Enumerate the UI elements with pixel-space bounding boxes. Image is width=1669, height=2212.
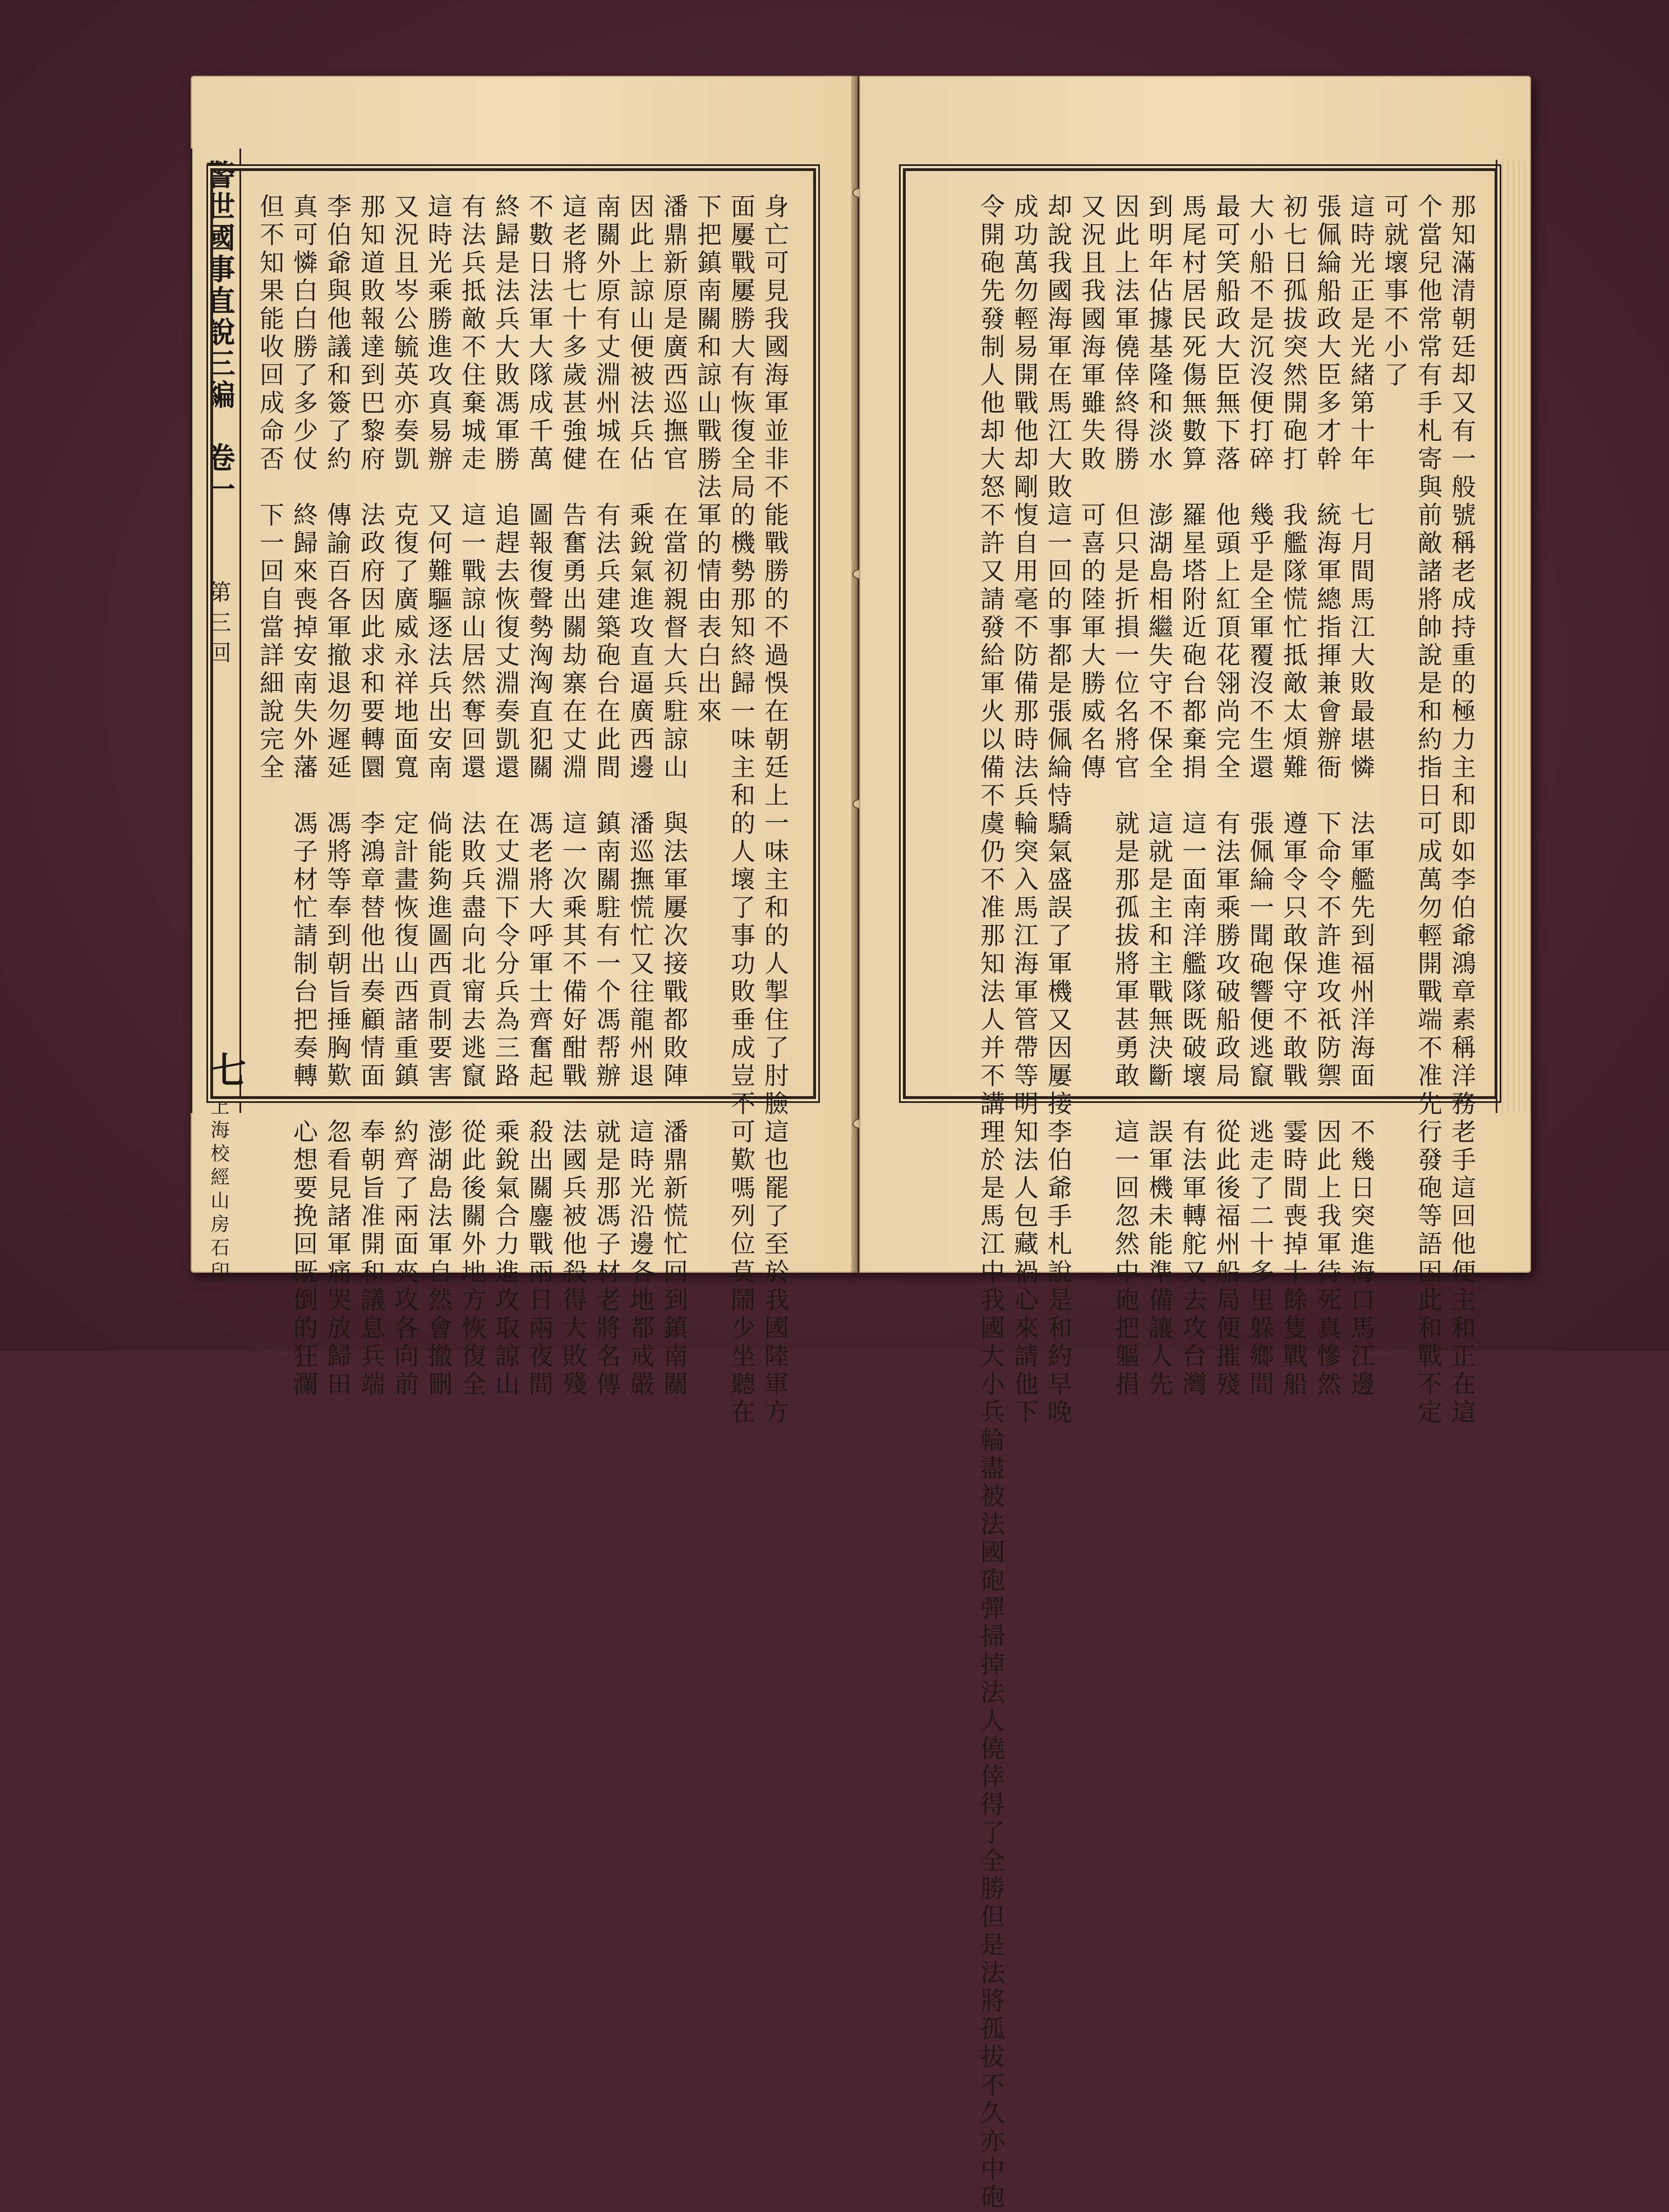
text-column-block xyxy=(255,193,791,1427)
text-column: 大小船不是沉沒便打碎 幾乎是全軍覆沒不生還 張佩綸一聞砲響便逃竄 逃走了二十多里躲鄉間 xyxy=(1245,193,1274,1399)
text-column: 身亡可見我國海軍並非不能戰勝的不過悞在朝廷上一味主和的人掣住了肘臉這也罷了至於我國陸軍方 xyxy=(760,193,789,1427)
text-column: 又況且岑公毓英亦奏凱 克復了廣威永祥地面寬 定計畫恢復山西諸重鎮 約齊了兩面夾攻各向前 xyxy=(390,193,418,1399)
text-column: 那知道敗報達到巴黎府 法政府因此求和要轉圜 李鴻章替他出奏顧情面 奉朝旨准開和議息兵端 xyxy=(356,193,385,1399)
page-number: 七 xyxy=(204,1051,246,1087)
text-column: 又況且我國海軍雖失敗 可喜的陸軍大勝威名傳 xyxy=(1077,193,1105,782)
text-column: 李伯爺與他議和簽了約 傳諭百各軍撤退勿遲延 馮將等奉到朝旨捶胸歎 忽看見諸軍痛哭放歸田 xyxy=(322,193,351,1399)
text-column-block xyxy=(923,193,1478,2212)
text-column: 這時光正是光緒第十年 七月間馬江大敗最堪憐 法軍艦先到福州洋海面 不幾日突進海口馬江邊 xyxy=(1346,193,1375,1399)
right-page xyxy=(859,76,1531,2212)
text-column: 初七日孤拔突然開砲打 我艦隊慌忙抵敵太煩難 遵軍令只敢保守不敢戰 霎時間喪掉十餘隻戰船 xyxy=(1279,193,1307,1399)
left-page xyxy=(191,76,858,1427)
text-column: 因此上法軍僥倖終得勝 但只是折損一位名將官 就是那孤拔將軍甚勇敢 這一回忽然中砲把軀捐 xyxy=(1110,193,1139,1399)
publisher-imprint: 上海校經山房石印 xyxy=(207,1096,229,1285)
text-column: 有法兵抵敵不住棄城走 這一戰諒山居然奪回還 法敗兵盡向北甯去逃竄 從此後關外地方恢復全 xyxy=(457,193,486,1399)
book-title: 警世國事直說三編 卷一 xyxy=(201,160,235,505)
text-column: 南關外原有丈淵州城在 有法兵建築砲台在此間 鎮南關駐有一个馮帮辦 就是那馮子材老將名傳 xyxy=(592,193,620,1399)
text-column: 真可憐白白勝了多少仗 終歸來喪掉安南失外藩 馮子材忙請制台把奏轉 心想要挽回既倒的狂瀾 xyxy=(289,193,317,1399)
text-column: 下把鎮南關和諒山戰勝法軍的情由表白出來 xyxy=(693,193,721,726)
text-column: 馬尾村居民死傷無數算 羅星塔附近砲台都棄捐 這一面南洋艦隊既破壞 有法軍轉舵又去攻台灣 xyxy=(1178,193,1206,1399)
text-column: 不數日法軍大隊成千萬 圖報復聲勢洶洶直犯關 馮老將大呼軍士齊奮起 殺出關鏖戰兩日兩夜間 xyxy=(524,193,553,1399)
text-column: 這老將七十多歲甚強健 告奮勇出關劫寨在丈淵 這一次乘其不備好酣戰 法國兵被他殺得大敗殘 xyxy=(558,193,587,1399)
chapter-label: 第三回 xyxy=(205,580,231,671)
text-column: 因此上諒山便被法兵佔 乘銳氣進攻直逼廣西邊 潘巡撫慌忙又往龍州退 這時光沿邊各地都戒嚴 xyxy=(625,193,654,1399)
text-column: 令開砲先發制人他却大怒不許又請發給軍火以備不虞仍不准那知法人并不講理於是馬江中我國大小兵輪盡被法國砲彈掃掉法人僥倖得了全勝但是法將孤拔不久亦中砲 xyxy=(976,193,1004,2212)
text-column: 那知滿清朝廷却又有一般號稱老成持重的極力主和即如李伯爺鴻章素稱洋務老手這回他便主和正在這 xyxy=(1447,193,1476,1427)
text-column: 却說我國海軍在馬江大敗這一回的事都是張佩綸恃驕氣盛誤了軍機又因屢接李伯爺手札說是和約早晚 xyxy=(1043,193,1072,1427)
text-column: 面屢戰屢勝大有恢復全局的機勢那知終歸一味主和的人壞了事功敗垂成豈不可歎嗎列位莫鬧少坐聽在 xyxy=(726,193,755,1427)
page-edge xyxy=(1496,160,1531,1113)
text-column: 但不知果能收回成命否 下一回自當詳細說完全 xyxy=(255,193,284,782)
text-column: 終歸是法兵大敗馮軍勝 追趕去恢復丈淵奏凱還 在丈淵下令分兵為三路 乘銳氣合力進攻取諒山 xyxy=(491,193,519,1399)
text-column: 到明年佔據基隆和淡水 澎湖島相繼失守不保全 這就是主和主戰無決斷 誤軍機未能準備讓人先 xyxy=(1144,193,1173,1399)
text-column: 最可笑船政大臣無下落 他頭上紅頂花翎尚完全 有法軍乘勝攻破船政局 從此後福州船局便摧殘 xyxy=(1211,193,1240,1399)
text-column: 潘鼎新原是廣西巡撫官 在當初親督大兵駐諒山 與法軍屢次接戰都敗陣 潘鼎新慌忙回到鎮南關 xyxy=(659,193,688,1399)
text-column: 可就壞事不小了 xyxy=(1380,193,1408,390)
text-column: 成功萬勿輕易開戰他却剛愎自用毫不防備那時法兵輪突入馬江海軍管帶等明知法人包藏禍心來請他下 xyxy=(1009,193,1038,1427)
text-column: 這時光乘勝進攻真易辦 又何難驅逐法兵出安南 倘能夠進圖西貢制要害 澎湖島法軍自然會撤刪 xyxy=(423,193,452,1399)
text-column: 張佩綸船政大臣多才幹 統海軍總指揮兼會辦衙 下命令不許進攻祇防禦 因此上我軍待死真慘然 xyxy=(1312,193,1341,1399)
text-column: 个當兒他常常有手札寄與前敵諸將帥說是和約指日可成萬勿輕開戰端不准先行發砲等語因此和戰不定 xyxy=(1413,193,1442,1427)
text-frame xyxy=(903,168,1497,2212)
